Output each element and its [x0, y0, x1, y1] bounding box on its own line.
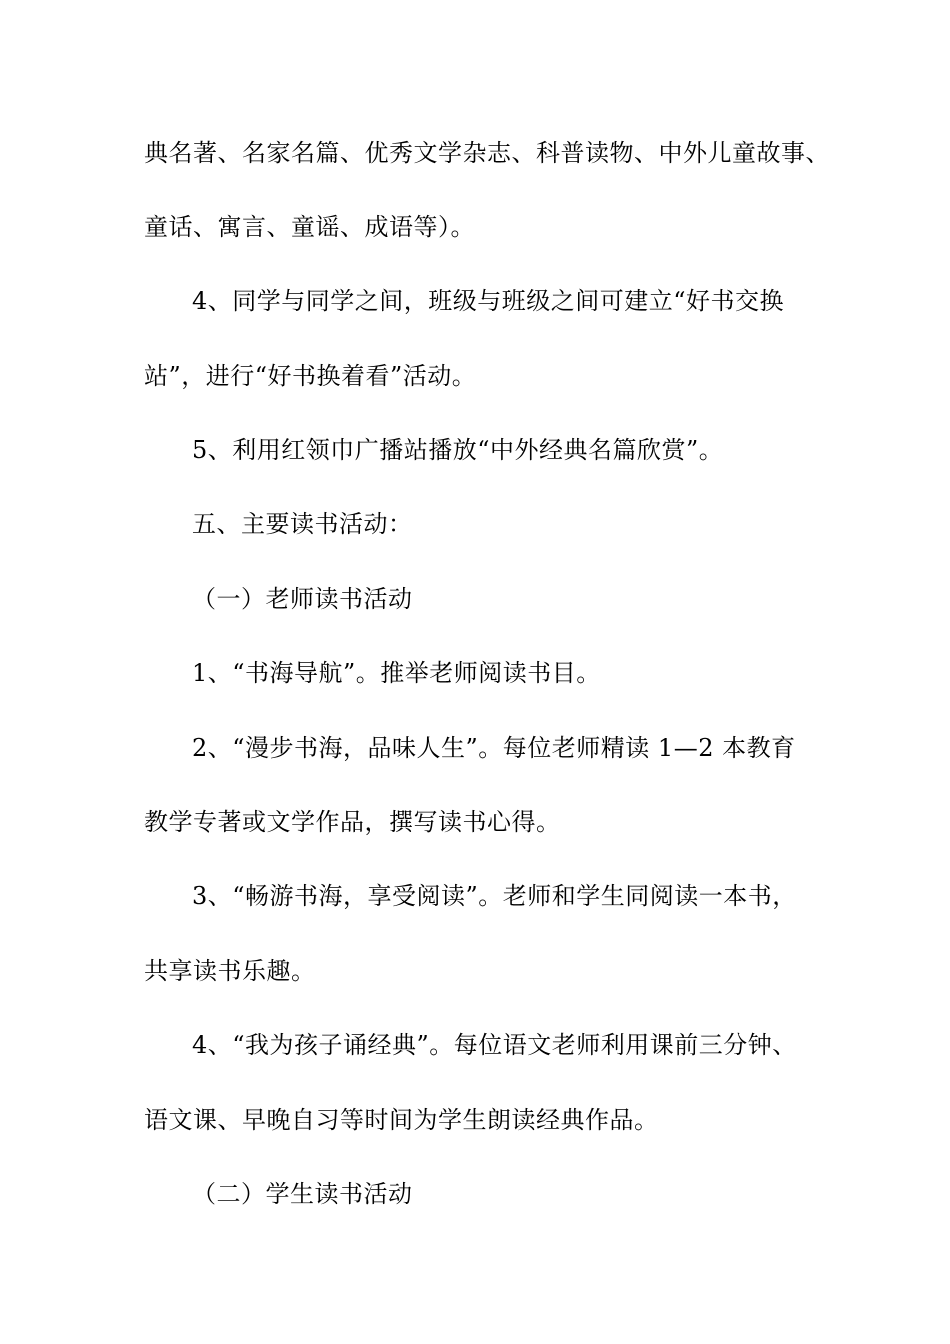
teacher-activity-3-continuation: 共享读书乐趣。 [144, 957, 316, 985]
subsection-heading-1: （一）老师读书活动 [192, 585, 413, 613]
teacher-activity-3: 3、“畅游书海，享受阅读”。老师和学生同阅读一本书， [192, 882, 797, 910]
paragraph-item-4-continuation: 站”，进行“好书换着看”活动。 [144, 362, 477, 390]
teacher-activity-4: 4、“我为孩子诵经典”。每位语文老师利用课前三分钟、 [192, 1031, 797, 1059]
teacher-activity-4-continuation: 语文课、早晚自习等时间为学生朗读经典作品。 [144, 1106, 659, 1134]
teacher-activity-2: 2、“漫步书海，品味人生”。每位老师精读 1—2 本教育 [192, 734, 796, 762]
text-line-continuation-1: 典名著、名家名篇、优秀文学杂志、科普读物、中外儿童故事、 [144, 139, 830, 167]
teacher-activity-2-continuation: 教学专著或文学作品，撰写读书心得。 [144, 808, 561, 836]
subsection-heading-2: （二）学生读书活动 [192, 1180, 413, 1208]
paragraph-item-5: 5、利用红领巾广播站播放“中外经典名篇欣赏”。 [192, 436, 724, 464]
text-line-continuation-2: 童话、寓言、童谣、成语等）。 [144, 213, 475, 241]
teacher-activity-1: 1、“书海导航”。推举老师阅读书目。 [192, 659, 601, 687]
paragraph-item-4: 4、同学与同学之间，班级与班级之间可建立“好书交换 [192, 287, 785, 315]
section-heading-5: 五、主要读书活动： [192, 510, 413, 538]
